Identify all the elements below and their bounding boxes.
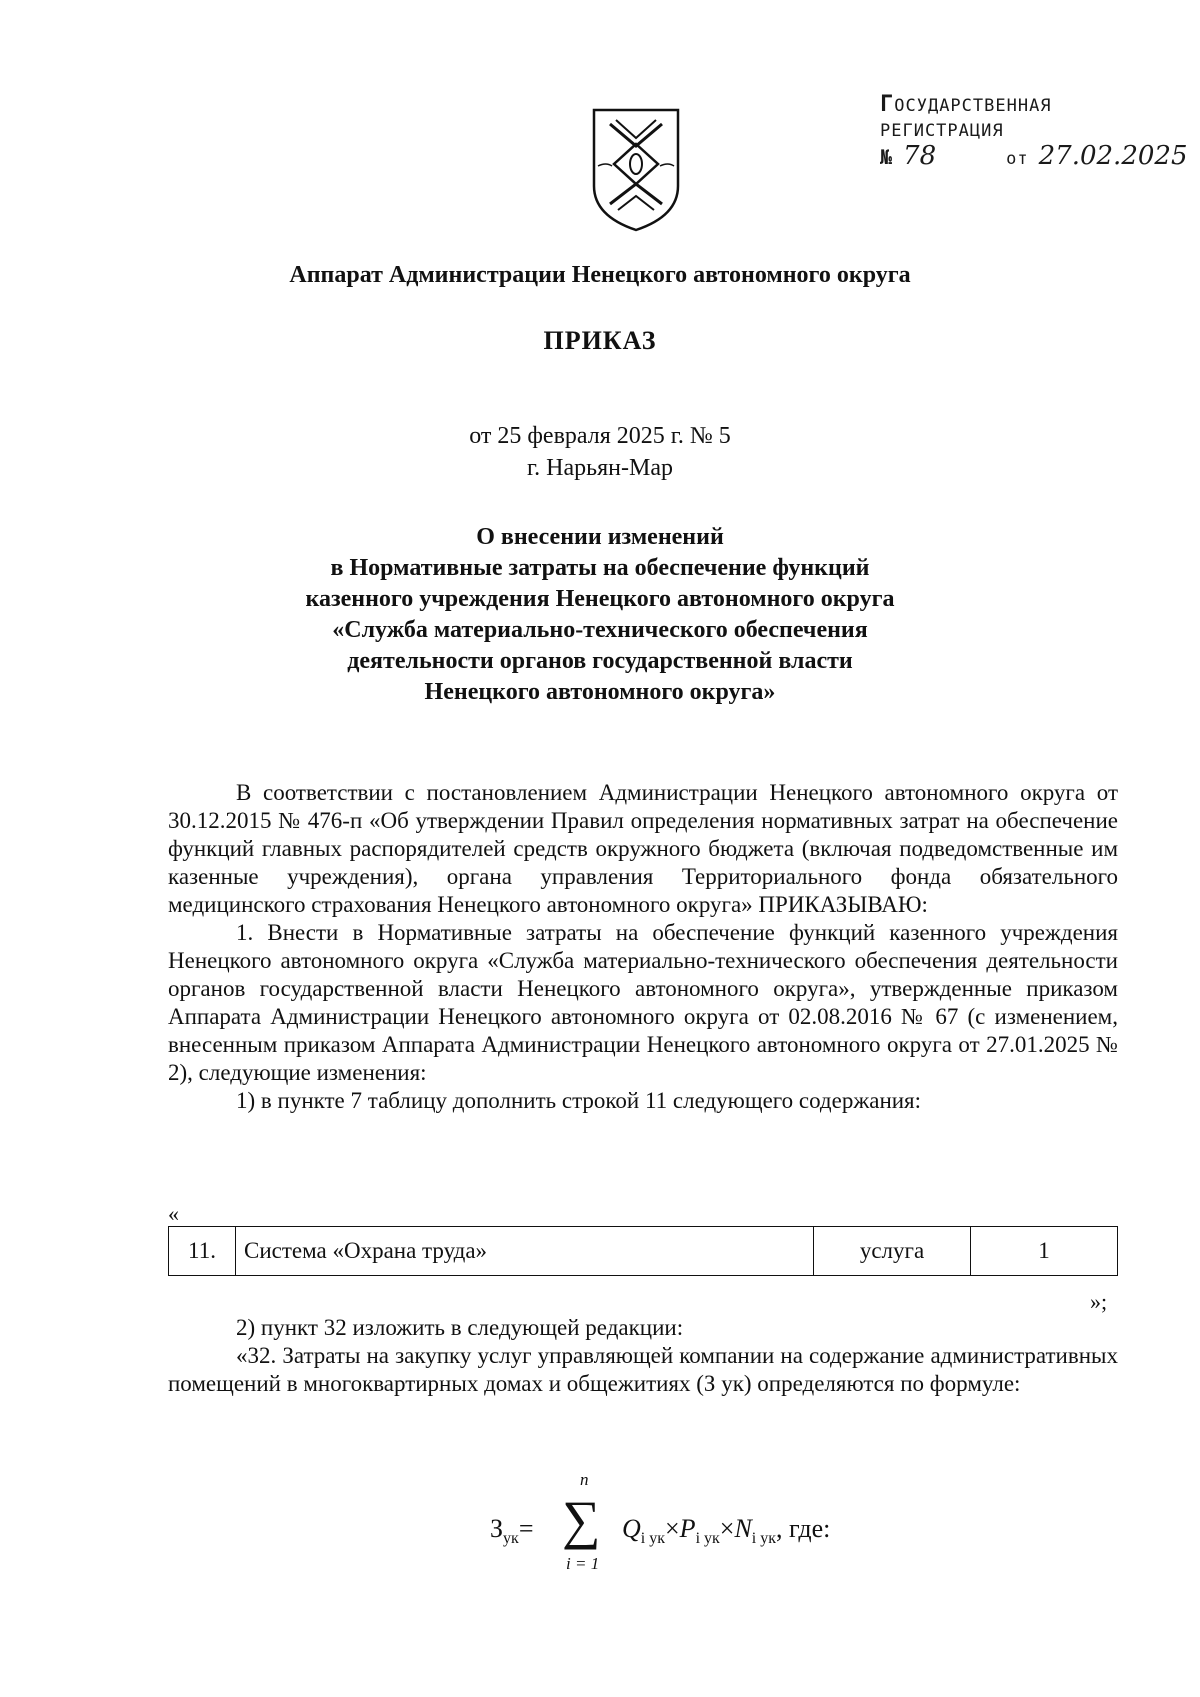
stamp-number: 78 (903, 141, 937, 171)
amendment-table (168, 1226, 1118, 1276)
formula-q-sub: i ук (640, 1530, 665, 1548)
stamp-line2: РЕГИСТРАЦИЯ (880, 121, 1004, 141)
stamp-line1: ГОСУДАРСТВЕННАЯ (880, 92, 1052, 117)
table-row (169, 1227, 1118, 1276)
formula-q: Q (622, 1514, 641, 1543)
table-cell-unit: услуга (814, 1227, 971, 1276)
order-city: г. Нарьян-Мар (527, 455, 673, 481)
order-date-number: от 25 февраля 2025 г. № 5 (469, 423, 731, 449)
subject-line: О внесении изменений (476, 524, 724, 550)
formula-times: × (665, 1514, 680, 1543)
quote-open: « (168, 1201, 179, 1226)
table-cell-name: Система «Охрана труда» (236, 1227, 814, 1276)
subject-line: Ненецкого автономного округа» (424, 679, 776, 705)
subject-line: «Служба материально-технического обеспечения (332, 617, 868, 643)
formula-n-sub: i ук (751, 1530, 777, 1548)
formula-lhs (490, 1514, 533, 1548)
table-cell-number: 11. (169, 1227, 236, 1276)
date-and-place (0, 420, 1200, 484)
subject-line: деятельности органов государственной власти (347, 648, 853, 674)
sum-lower-limit: i = 1 (566, 1554, 600, 1573)
item-1-2-paragraph: 2) пункт 32 изложить в следующей редакции: (236, 1315, 684, 1340)
subject-line: в Нормативные затраты на обеспечение функций (330, 555, 870, 581)
formula-p: P (679, 1514, 696, 1543)
sum-upper-limit: n (580, 1470, 589, 1489)
formula-equals: = (518, 1514, 534, 1543)
formula-p-sub: i ук (695, 1530, 720, 1548)
table-cell-quantity: 1 (971, 1227, 1118, 1276)
organization-name: Аппарат Администрации Ненецкого автономного округа (289, 262, 911, 288)
subject-line: казенного учреждения Ненецкого автономного округа (305, 586, 895, 612)
cost-formula (490, 1470, 910, 1580)
stamp-line1-rest: ОСУДАРСТВЕННАЯ (894, 96, 1052, 116)
item-1-1-paragraph: 1) в пункте 7 таблицу дополнить строкой 11 следующего содержания: (236, 1088, 922, 1113)
preamble-paragraph: В соответствии с постановлением Администрации Ненецкого автономного округа от 30.12.2015 № 476-п «Об утверждении Правил определения нормативных затрат на обеспечение функций главных распорядителей средств окружного бюджета (включая подведомственные им казенные учреждения), органа управления Территориального фонда обязательного медицинского страхования Ненецкого автономного округа» ПРИКАЗЫВАЮ: (168, 780, 1118, 917)
formula-terms (622, 1514, 830, 1548)
formula-lhs-symbol: З (490, 1514, 504, 1543)
body-text-second (168, 1314, 1118, 1398)
item-1-paragraph: 1. Внести в Нормативные затраты на обеспечение функций казенного учреждения Ненецкого автономного округа «Служба материально-технического обеспечения деятельности органов государственной власти Ненецкого автономного округа», утвержденные приказом Аппарата Администрации Ненецкого автономного округа от 02.08.2016 № 67 (с изменением, внесенным приказом Аппарата Администрации Ненецкого автономного округа от 27.01.2025 № 2), следующие изменения: (168, 920, 1118, 1085)
stamp-date-prefix: от (1006, 149, 1029, 169)
formula-lhs-sub: ук (503, 1530, 519, 1548)
document-type: ПРИКАЗ (543, 326, 657, 355)
stamp-number-prefix: № (880, 145, 894, 169)
point-32-paragraph: «32. Затраты на закупку услуг управляющей компании на содержание административных помещений в многоквартирных домах и общежитиях (З ук) определяются по формуле: (168, 1343, 1118, 1396)
sum-sigma-icon: ∑ (562, 1490, 601, 1550)
formula-times: × (719, 1514, 735, 1543)
stamp-date: 27.02.2025 (1038, 141, 1188, 171)
stamp-number-row (880, 141, 1188, 172)
order-subject (0, 522, 1200, 708)
formula-tail: , где: (776, 1514, 831, 1543)
registration-stamp (880, 92, 1188, 182)
coat-of-arms-emblem (590, 106, 682, 234)
quote-close: »; (1090, 1289, 1108, 1314)
body-text-main (168, 779, 1118, 1115)
formula-n: N (734, 1514, 752, 1543)
